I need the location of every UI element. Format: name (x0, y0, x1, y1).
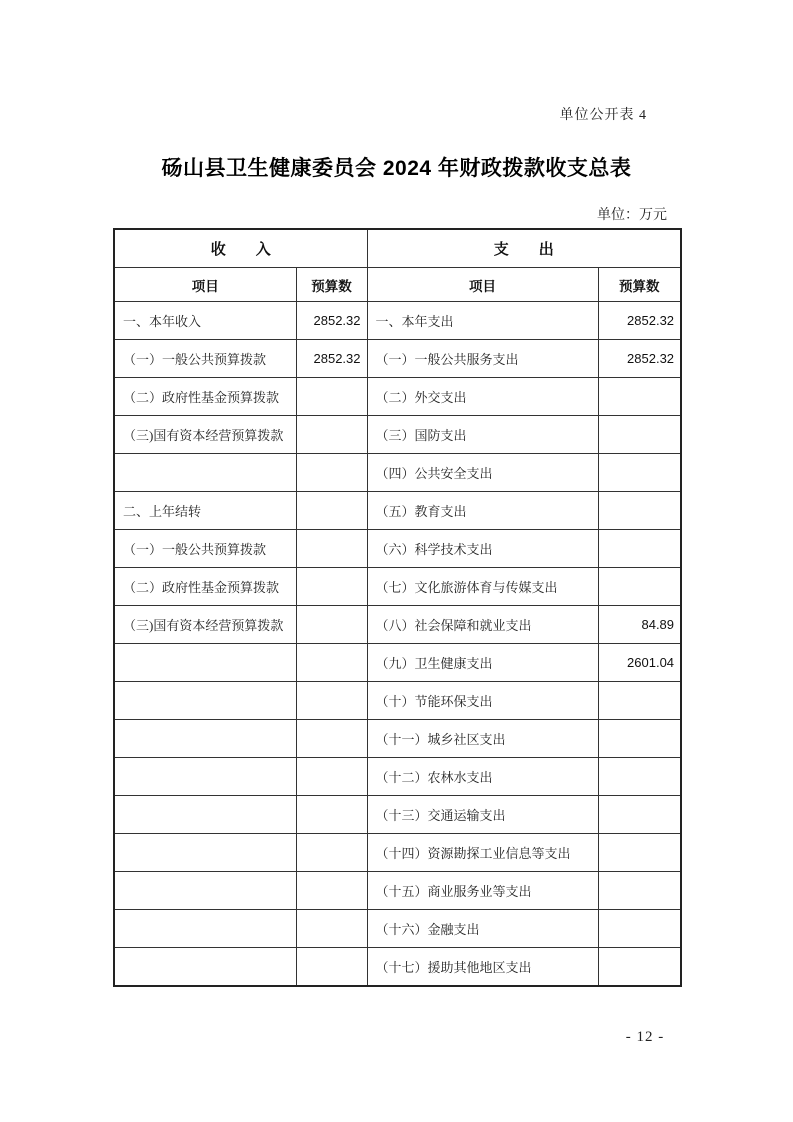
expense-item-cell: （九）卫生健康支出 (367, 644, 598, 682)
income-value-cell (296, 758, 367, 796)
income-value-cell (296, 416, 367, 454)
table-row (114, 720, 681, 758)
expense-value-cell (598, 910, 681, 948)
table-row (114, 644, 681, 682)
expense-item-cell: （一）一般公共服务支出 (367, 340, 598, 378)
income-item-cell: （三)国有资本经营预算拨款 (114, 606, 296, 644)
expense-value-cell (598, 682, 681, 720)
income-value-cell: 2852.32 (296, 302, 367, 340)
income-value-cell (296, 530, 367, 568)
table-row (114, 758, 681, 796)
form-number-label: 单位公开表 4 (559, 108, 647, 123)
expense-item-cell: （十四）资源勘探工业信息等支出 (367, 834, 598, 872)
expense-item-cell: （十二）农林水支出 (367, 758, 598, 796)
income-value-cell: 2852.32 (296, 340, 367, 378)
income-value-cell (296, 872, 367, 910)
column-header-row (114, 268, 681, 302)
income-value-cell (296, 606, 367, 644)
expense-item-cell: （四）公共安全支出 (367, 454, 598, 492)
income-item-cell (114, 454, 296, 492)
expense-item-cell: （十三）交通运输支出 (367, 796, 598, 834)
income-value-cell (296, 796, 367, 834)
table-row (114, 834, 681, 872)
table-row (114, 948, 681, 987)
expense-value-cell: 2852.32 (598, 302, 681, 340)
income-item-cell: （三)国有资本经营预算拨款 (114, 416, 296, 454)
expense-value-cell (598, 416, 681, 454)
expense-value-cell: 2852.32 (598, 340, 681, 378)
income-section-header: 收 入 (114, 229, 367, 268)
income-item-cell (114, 910, 296, 948)
table-row (114, 910, 681, 948)
expense-item-cell: 一、本年支出 (367, 302, 598, 340)
expense-item-cell: （七）文化旅游体育与传媒支出 (367, 568, 598, 606)
section-header-row (114, 229, 681, 268)
income-item-cell: （二）政府性基金预算拨款 (114, 378, 296, 416)
income-item-cell (114, 834, 296, 872)
expense-value-cell (598, 872, 681, 910)
income-item-cell: （一）一般公共预算拨款 (114, 340, 296, 378)
table-body (114, 302, 681, 987)
income-value-cell (296, 454, 367, 492)
income-item-cell (114, 644, 296, 682)
expense-item-cell: （八）社会保障和就业支出 (367, 606, 598, 644)
income-item-cell: 一、本年收入 (114, 302, 296, 340)
expense-item-cell: （十一）城乡社区支出 (367, 720, 598, 758)
income-item-cell (114, 796, 296, 834)
expense-item-cell: （二）外交支出 (367, 378, 598, 416)
income-item-cell (114, 948, 296, 987)
expense-item-cell: （五）教育支出 (367, 492, 598, 530)
expense-value-cell (598, 948, 681, 987)
income-item-cell: （二）政府性基金预算拨款 (114, 568, 296, 606)
table-row (114, 606, 681, 644)
expense-value-cell (598, 720, 681, 758)
table-row (114, 530, 681, 568)
table-row (114, 302, 681, 340)
expense-value-cell (598, 530, 681, 568)
table-row (114, 492, 681, 530)
income-value-cell (296, 910, 367, 948)
income-item-cell (114, 872, 296, 910)
expense-item-cell: （十七）援助其他地区支出 (367, 948, 598, 987)
budget-table (113, 228, 682, 987)
income-item-column-header: 项目 (114, 268, 296, 302)
income-item-cell: 二、上年结转 (114, 492, 296, 530)
expense-value-cell (598, 454, 681, 492)
expense-section-header: 支 出 (367, 229, 681, 268)
expense-value-cell (598, 378, 681, 416)
income-item-cell (114, 682, 296, 720)
expense-value-cell (598, 796, 681, 834)
page-title: 砀山县卫生健康委员会 2024 年财政拨款收支总表 (161, 157, 632, 180)
expense-item-cell: （十六）金融支出 (367, 910, 598, 948)
expense-item-cell: （三）国防支出 (367, 416, 598, 454)
income-budget-column-header: 预算数 (296, 268, 367, 302)
table-row (114, 378, 681, 416)
expense-value-cell (598, 834, 681, 872)
expense-value-cell: 2601.04 (598, 644, 681, 682)
income-item-cell (114, 758, 296, 796)
income-value-cell (296, 644, 367, 682)
expense-value-cell (598, 492, 681, 530)
table-row (114, 340, 681, 378)
table-row (114, 872, 681, 910)
expense-value-cell (598, 568, 681, 606)
income-value-cell (296, 948, 367, 987)
income-value-cell (296, 720, 367, 758)
page-number: - 12 - (625, 1029, 665, 1045)
table-row (114, 568, 681, 606)
table-row (114, 454, 681, 492)
unit-note: 单位：万元 (597, 208, 667, 223)
expense-value-cell (598, 758, 681, 796)
income-value-cell (296, 682, 367, 720)
table-row (114, 416, 681, 454)
income-item-cell (114, 720, 296, 758)
expense-budget-column-header: 预算数 (598, 268, 681, 302)
income-value-cell (296, 378, 367, 416)
table-row (114, 796, 681, 834)
income-value-cell (296, 568, 367, 606)
expense-item-column-header: 项目 (367, 268, 598, 302)
expense-item-cell: （十五）商业服务业等支出 (367, 872, 598, 910)
expense-value-cell: 84.89 (598, 606, 681, 644)
expense-item-cell: （六）科学技术支出 (367, 530, 598, 568)
income-value-cell (296, 492, 367, 530)
income-item-cell: （一）一般公共预算拨款 (114, 530, 296, 568)
table-row (114, 682, 681, 720)
income-value-cell (296, 834, 367, 872)
expense-item-cell: （十）节能环保支出 (367, 682, 598, 720)
